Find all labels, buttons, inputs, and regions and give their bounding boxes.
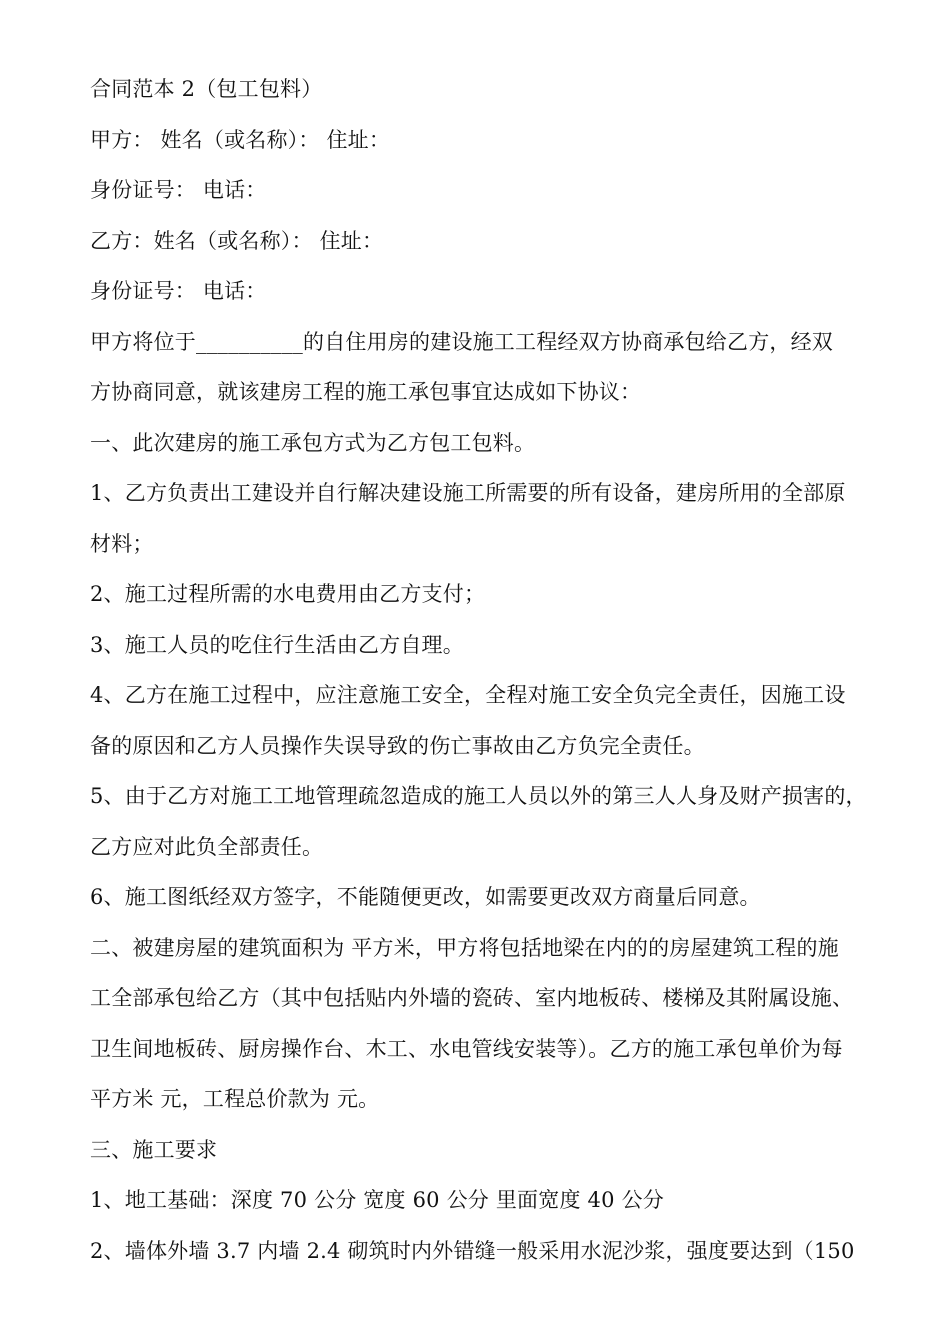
clause-3-2: 2、墙体外墙 3.7 内墙 2.4 砌筑时内外错缝一般采用水泥沙浆，强度要达到（150 bbox=[90, 1238, 855, 1263]
clause-3-1: 1、地工基础：深度 70 公分 宽度 60 公分 里面宽度 40 公分 bbox=[90, 1188, 664, 1212]
clause-1-4-line-2: 备的原因和乙方人员操作失误导致的伤亡事故由乙方负完全责任。 bbox=[90, 733, 705, 758]
clause-1-1-line-1: 1、乙方负责出工建设并自行解决建设施工所需要的所有设备，建房所用的全部原 bbox=[90, 481, 846, 505]
clause-1-5-line-1: 5、由于乙方对施工工地管理疏忽造成的施工人员以外的第三人人身及财产损害的， bbox=[90, 784, 867, 808]
intro-paragraph-line-1: 甲方将位于__________的自住用房的建设施工工程经双方协商承包给乙方，经双 bbox=[90, 329, 833, 354]
clause-1-3: 3、施工人员的吃住行生活由乙方自理。 bbox=[90, 632, 464, 657]
section-2-line-3: 卫生间地板砖、厨房操作台、木工、水电管线安装等）。乙方的施工承包单价为每 bbox=[90, 1036, 843, 1061]
party-b-id-phone: 身份证号： 电话： bbox=[90, 279, 267, 303]
clause-1-2: 2、施工过程所需的水电费用由乙方支付； bbox=[90, 582, 486, 606]
contract-body bbox=[90, 70, 880, 1282]
intro-paragraph-line-2: 方协商同意，就该建房工程的施工承包事宜达成如下协议： bbox=[90, 380, 642, 404]
section-2-line-1: 二、被建房屋的建筑面积为 平方米，甲方将包括地梁在内的的房屋建筑工程的施 bbox=[90, 935, 839, 960]
section-2-line-4: 平方米 元，工程总价款为 元。 bbox=[90, 1087, 380, 1111]
section-1-heading: 一、此次建房的施工承包方式为乙方包工包料。 bbox=[90, 430, 536, 455]
clause-1-4-line-1: 4、乙方在施工过程中，应注意施工安全，全程对施工安全负完全责任，因施工设 bbox=[90, 683, 846, 707]
party-a-name-address: 甲方： 姓名（或名称）： 住址： bbox=[90, 127, 391, 152]
clause-1-5-line-2: 乙方应对此负全部责任。 bbox=[90, 834, 324, 859]
party-a-id-phone: 身份证号： 电话： bbox=[90, 178, 267, 202]
contract-title: 合同范本 2（包工包料） bbox=[90, 77, 323, 101]
party-b-name-address: 乙方：姓名（或名称）： 住址： bbox=[90, 228, 384, 253]
clause-1-1-line-2: 材料； bbox=[90, 531, 154, 556]
clause-1-6: 6、施工图纸经双方签字，不能随便更改，如需要更改双方商量后同意。 bbox=[90, 885, 761, 909]
section-2-line-2: 工全部承包给乙方（其中包括贴内外墙的瓷砖、室内地板砖、楼梯及其附属设施、 bbox=[90, 986, 854, 1010]
section-3-heading: 三、施工要求 bbox=[90, 1137, 218, 1162]
